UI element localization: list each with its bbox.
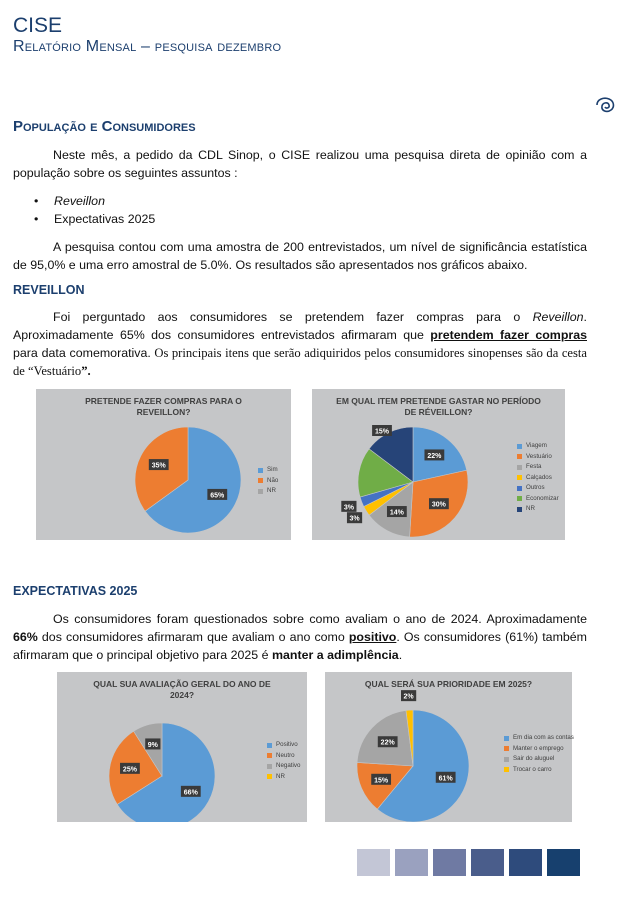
legend-item: Positivo	[267, 740, 300, 751]
legend-item: Outros	[517, 483, 559, 494]
data-label	[120, 763, 140, 774]
data-label	[436, 772, 456, 783]
legend-item: Negativo	[267, 761, 300, 772]
legend-item: Sim	[258, 465, 278, 476]
footer-square	[395, 849, 428, 876]
chart-title: EM QUAL ITEM PRETENDE GASTAR NO PERÍODO DE RÉVEILLON?	[336, 396, 541, 417]
legend-item: NR	[267, 772, 300, 783]
svg-text:9%: 9%	[147, 741, 158, 749]
legend-item: Festa	[517, 462, 559, 473]
legend-item: Sair do aluguel	[504, 754, 574, 765]
legend-item: Economizar	[517, 494, 559, 505]
data-label	[207, 489, 227, 500]
svg-text:61%: 61%	[438, 775, 453, 783]
svg-text:22%: 22%	[427, 452, 442, 460]
svg-text:15%: 15%	[374, 777, 389, 785]
swirl-logo-icon	[595, 96, 617, 114]
reveillon-title: REVEILLON	[13, 283, 85, 297]
chart-legend	[258, 465, 278, 497]
data-label	[424, 449, 444, 460]
chart-title: PRETENDE FAZER COMPRAS PARA O REVEILLON?	[85, 396, 242, 417]
legend-item: Calçados	[517, 473, 559, 484]
sample-paragraph: A pesquisa contou com uma amostra de 200 entrevistados, um nível de significância estatística de 95,0% e uma erro amostral de 5.0%. Os resultados são apresentados nos gráficos abaixo.	[13, 240, 587, 272]
footer-square	[547, 849, 580, 876]
legend-item: Vestuário	[517, 452, 559, 463]
legend-item: NR	[517, 504, 559, 515]
svg-text:3%: 3%	[349, 515, 360, 523]
section-title: População e Consumidores	[13, 118, 196, 135]
svg-text:35%: 35%	[151, 462, 166, 470]
svg-text:15%: 15%	[374, 428, 390, 436]
data-label	[371, 774, 391, 785]
legend-item: Manter o emprego	[504, 744, 574, 755]
list-item: • Expectativas 2025	[34, 210, 155, 228]
footer-square	[433, 849, 466, 876]
reveillon-paragraph: Foi perguntado aos consumidores se pretendem fazer compras para o Reveillon. Aproximadamente 65% dos consumidores entrevistados afirmaram que pretendem fazer compras para data comemorativa. Os principais itens que serão adiquiridos pelos consumidores sinopenses são da cesta de “Vestuário”.	[13, 310, 587, 378]
legend-item: Trocar o carro	[504, 765, 574, 776]
footer-square	[509, 849, 542, 876]
chart-title: QUAL SERÁ SUA PRIORIDADE EM 2025?	[364, 679, 533, 689]
chart-reveillon-shopping	[36, 389, 291, 540]
expectativas-title: EXPECTATIVAS 2025	[13, 584, 138, 598]
svg-text:66%: 66%	[183, 789, 198, 797]
data-label	[401, 690, 416, 701]
report-title: CISE	[13, 14, 63, 37]
chart-title: QUAL SUA AVALIAÇÃO GERAL DO ANO DE 2024?	[93, 679, 271, 700]
pie-chart	[36, 389, 291, 540]
report-subtitle: Relatório Mensal – pesquisa dezembro	[13, 38, 282, 55]
svg-text:14%: 14%	[389, 509, 404, 517]
footer-square	[357, 849, 390, 876]
expectativas-paragraph: Os consumidores foram questionados sobre como avaliam o ano de 2024. Aproximadamente 66% dos consumidores afirmaram que avaliam o ano como positivo. Os consumidores (61%) também afirmaram que o principal objetivo para 2025 é manter a adimplência.	[13, 612, 587, 662]
data-label	[181, 786, 201, 797]
topic-list	[34, 192, 155, 228]
intro-paragraph: Neste mês, a pedido da CDL Sinop, o CISE realizou uma pesquisa direta de opinião com a população sobre os seguintes assuntos :	[13, 148, 587, 180]
svg-text:30%: 30%	[431, 501, 446, 509]
data-label	[149, 459, 169, 470]
svg-text:65%: 65%	[210, 492, 225, 500]
data-label	[145, 738, 160, 749]
svg-text:2%: 2%	[403, 693, 414, 701]
chart-reveillon-spending	[312, 389, 565, 540]
data-label	[387, 506, 407, 517]
legend-item: NR	[258, 486, 278, 497]
legend-item: Neutro	[267, 751, 300, 762]
data-label	[347, 512, 362, 523]
svg-text:22%: 22%	[380, 739, 395, 747]
data-label	[341, 501, 356, 512]
chart-legend	[504, 733, 574, 775]
data-label	[429, 498, 449, 509]
svg-text:25%: 25%	[122, 766, 137, 774]
list-item: • Reveillon	[34, 192, 155, 210]
chart-legend	[267, 740, 300, 782]
chart-2024-evaluation	[57, 672, 307, 822]
footer-square	[471, 849, 504, 876]
data-label	[378, 736, 398, 747]
data-label	[372, 425, 392, 436]
legend-item: Viagem	[517, 441, 559, 452]
chart-2025-priority	[325, 672, 572, 822]
legend-item: Não	[258, 476, 278, 487]
legend-item: Em dia com as contas	[504, 733, 574, 744]
svg-text:3%: 3%	[343, 504, 354, 512]
chart-legend	[517, 441, 559, 515]
